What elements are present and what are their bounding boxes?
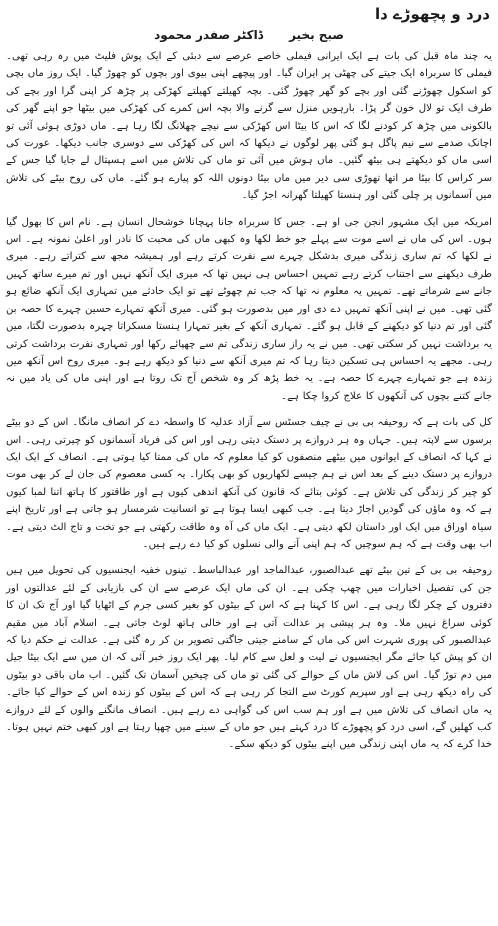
article-title: درد و پچھوڑے دا	[374, 5, 490, 23]
paragraph: یہ چند ماہ قبل کی بات ہے ایک ایرانی فیملی خاصے عرصے سے دبئی کے ایک پوش فلیٹ میں رہ رہی تھی۔ فیملی کا سربراہ ایک جیتے کی چھٹی پر ایران گیا۔ اور پیچھے اپنی بیوی اور بچوں کو چھوڑ گیا۔ ایک روز ماں بچی کو اسکول چھوڑنے گئی اور بچے کو گھر چھوڑ گئی۔ بچہ کھیلتے کھیلتے کھڑکی پر چڑھ کر اپنی گرا اور بچے کی طرف ایک تو لال خون گر پڑا۔ بارہویں منزل سے گرنے والا بچہ اس کمرے کی کھڑکی میں بیٹھا جو اپنے گھر کی بالکونی میں چڑھ کر کودنے لگا کہ اس کا بیٹا اس کھڑکی سے نیچے چھلانگ لگا رہا ہے۔ ماں دوڑی ہوئی آئی تو اچانک صدمے سے نیم پاگل ہو گئی پھر لوگوں نے دیکھا کہ اس کی کھڑکی سے دوسری جانب دیکھا۔ عورت کی اسی ماں کو دیکھتے ہی بیٹھ گئیں۔ ماں ہوش میں آئی تو ماں کی تلاش میں اسے ہسپتال لے جایا گیا جس کے سر کراس کا بیٹا مر اتھا تھوڑی سی دیر میں ماں بیٹا دونوں اللہ کو پیارے ہو گئے۔ ماں کی روح بیٹے کی تلاش میں آسمانوں پر چلی گئی اور ہنستا کھیلتا گھرانہ اجڑ گیا۔	[6, 51, 492, 202]
author-name: ڈاکٹر صفدر محمود	[154, 28, 264, 42]
byline	[6, 26, 492, 44]
paragraph: کل کی بات ہے کہ روحیفہ بی بی نے چیف جسٹس سے آزاد عدلیہ کا واسطہ دے کر انصاف مانگا۔ اس کے دو بیٹے برسوں سے لاپتہ ہیں۔ جہاں وہ ہر دروازے پر دستک دیتی رہی اور اس کی فریاد آسمانوں کو چیرتی رہی۔ اس نے کہا کہ انصاف کے ایوانوں میں بیٹھے منصفوں کو کیا معلوم کہ ماں کی ممتا کیا ہوتی ہے۔ انصاف کے ایک ایک دروازے پر دستک دینے کے بعد اس نے ہم جیسے لکھاریوں کو بھی پکارا۔ یہ کسی معصوم کی جان لے کر بھی موت کو چیر کر زندگی کی تلاش ہے۔ کوئی بتائے کہ قانون کی آنکھ اندھی کیوں ہے اور طاقتور کا ہاتھ اتنا لمبا کیوں ہے کہ وہ ماؤں کی گودیں اجاڑ دیتا ہے۔ جب کبھی ایسا ہوتا ہے تو انسانیت شرمسار ہو جاتی ہے اور تاریخ اپنے سیاہ اوراق میں ایک اور داستان لکھ دیتی ہے۔ ایک ماں کی آہ وہ طاقت رکھتی ہے جو تخت و تاج الٹ دیتی ہے۔ اب بھی وقت ہے کہ ہم سوچیں کہ ہم اپنی آنے والی نسلوں کو کیا دے رہے ہیں۔	[6, 417, 492, 550]
paragraph: امریکہ میں ایک مشہور انجن جی او ہے۔ جس کا سربراہ جانا پہچانا خوشحال انسان ہے۔ نام اس کا بھول گیا ہوں۔ اس کی ماں نے اسے موت سے پہلے جو خط لکھا وہ کبھی ماں کی محبت کا نادر اور اعلیٰ نمونہ ہے۔ اس نے لکھا کہ تم ساری زندگی میری بدشکل چہرے سے نفرت کرتے رہے اور ہمیشہ مجھ سے کتراتے رہے۔ میری طرف دیکھنے سے اجتناب کرتے رہے تمہیں احساس ہی نہیں تھا کہ میری ایک آنکھ نہیں اور تم میرے ساتھ کہیں جانے سے شرماتے تھے۔ تمہیں یہ معلوم نہ تھا کہ جب تم چھوٹے تھے تو ایک حادثے میں تمہاری ایک آنکھ ضائع ہو گئی تھی۔ میں نے اپنی آنکھ تمہیں دے دی اور میں بدصورت ہو گئی۔ میری آنکھ تمہارے حسین چہرے کا حصہ بن گئی اور تم دنیا کو دیکھنے کے قابل ہو گئے۔ تمہاری آنکھ کے بغیر تمہارا ہنستا مسکراتا چہرہ بدصورت لگتا، میں یہ برداشت نہیں کر سکتی تھی۔ میں نے یہ راز ساری زندگی تم سے چھپائے رکھا اور تمہاری نفرت برداشت کرتی رہی۔ مجھے یہ احساس ہی تسکین دیتا رہا کہ تم میری آنکھ سے دنیا کو دیکھ رہے ہو۔ میری روح اس آنکھ میں زندہ ہے جو تمہارے چہرے کا حصہ ہے۔ یہ خط پڑھ کر وہ شخص آج تک روتا ہے اور اپنی ماں کی یاد میں نہ جانے کتنے بچوں کی آنکھوں کا علاج کروا چکا ہے۔	[6, 216, 492, 402]
column-name: صبح بخیر	[289, 28, 344, 42]
paragraph: روحیفہ بی بی کے تین بیٹے تھے عبدالصبور، عبدالماجد اور عبدالباسط۔ تینوں خفیہ ایجنسیوں کی تحویل میں ہیں جن کی تفصیل اخبارات میں چھپ چکی ہے۔ ان کی ماں ایک عرصے سے ان کی بازیابی کے لئے عدالتوں اور دفتروں کے چکر لگا رہی ہے۔ اس کا کہنا ہے کہ اس کے بیٹوں کو بغیر کسی جرم کے اٹھایا گیا اور آج تک ان کا کوئی سراغ نہیں ملا۔ وہ ہر پیشی پر عدالت آتی ہے اور خالی ہاتھ لوٹ جاتی ہے۔ اسلام آباد میں مقیم عبدالصبور کی پوری شہرت اس کی ماں کے سامنے جیتی جاگتی تصویر بن کر رہ گئی ہے۔ عدالت نے حکم دیا کہ ان کو پیش کیا جائے مگر ایجنسیوں نے لیت و لعل سے کام لیا۔ پھر ایک روز خبر آئی کہ ان میں سے ایک بیٹا جیل میں دم توڑ گیا۔ اس کی لاش ماں کے حوالے کی گئی تو ماں کی چیخیں آسمان تک گئیں۔ اب ماں باقی دو بیٹوں کی راہ دیکھ رہی ہے اور سپریم کورٹ سے التجا کر رہی ہے کہ اس کے بیٹوں کو زندہ اس کے حوالے کیا جائے۔ یہ ماں انصاف کی تلاش میں ہے اور ہم سب اس کی گواہی دے رہے ہیں۔ انصاف مانگنے والوں کے لئے دروازے کب کھلیں گے، اسی درد کو پچھوڑے کا درد کہتے ہیں جو ماں کے سینے میں چھپا رہتا ہے اور کبھی ختم نہیں ہوتا۔ خدا کرے کہ یہ ماں اپنی زندگی میں اپنے بیٹوں کو دیکھ سکے۔	[6, 565, 492, 751]
